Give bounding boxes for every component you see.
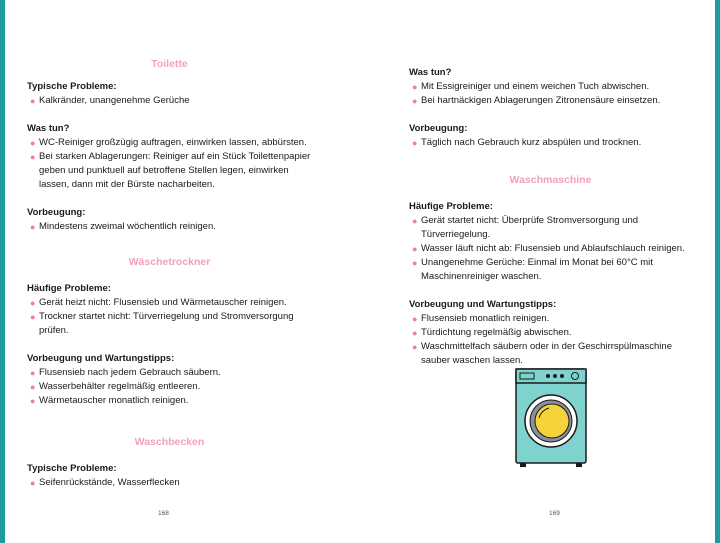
right-page (409, 66, 692, 368)
waschbecken-was-tun-list (409, 80, 692, 108)
list-item: ● Trockner startet nicht: Türverriegelung und Stromversorgung prüfen. (30, 311, 294, 336)
list-item: ● Unangenehme Gerüche: Einmal im Monat bei 60°C mit Maschinenreiniger waschen. (412, 257, 653, 282)
page-number-left: 168 (158, 510, 169, 517)
bullet-icon: ● (30, 222, 36, 232)
bullet-icon: ● (30, 298, 36, 308)
bullet-icon: ● (412, 314, 418, 324)
list-item: ● WC-Reiniger großzügig auftragen, einwirken lassen, abbürsten. (30, 137, 307, 148)
toilette-was-tun-heading: Was tun? (27, 123, 70, 134)
waschmaschine-probleme-heading: Häufige Probleme: (409, 201, 493, 212)
list-item: ● Gerät heizt nicht: Flusensieb und Wärmetauscher reinigen. (30, 297, 287, 308)
section-title-waeschetrockner: Wäschetrockner (128, 256, 211, 268)
washing-machine-icon (515, 368, 587, 468)
bullet-icon: ● (30, 478, 36, 488)
bullet-icon: ● (30, 312, 36, 322)
bullet-icon: ● (412, 138, 418, 148)
list-item: ● Bei starken Ablagerungen: Reiniger auf ein Stück Toilettenpapier geben und punktuell auf betroffene Stellen legen, einwirken lassen, dann mit der Bürste nacharbeiten. (30, 151, 311, 190)
toilette-probleme-list (27, 94, 312, 108)
bullet-icon: ● (412, 216, 418, 226)
bullet-icon: ● (412, 82, 418, 92)
bullet-icon: ● (412, 328, 418, 338)
list-item: ● Türdichtung regelmäßig abwischen. (412, 327, 572, 338)
list-item: ● Kalkränder, unangenehme Gerüche (30, 95, 190, 106)
bullet-icon: ● (412, 96, 418, 106)
toilette-was-tun-list (27, 136, 312, 192)
bullet-icon: ● (412, 244, 418, 254)
list-item: ● Täglich nach Gebrauch kurz abspülen und trocknen. (412, 137, 642, 148)
toilette-vorbeugung-heading: Vorbeugung: (27, 207, 86, 218)
waschbecken-probleme-list (27, 476, 312, 490)
trockner-probleme-list (27, 296, 312, 338)
bullet-icon: ● (412, 258, 418, 268)
section-title-waschmaschine: Waschmaschine (509, 174, 592, 186)
trockner-vorbeugung-heading: Vorbeugung und Wartungstipps: (27, 353, 175, 364)
bullet-icon: ● (30, 396, 36, 406)
toilette-probleme-heading: Typische Probleme: (27, 81, 117, 92)
page-edge-right (715, 0, 720, 543)
bullet-icon: ● (30, 382, 36, 392)
bullet-icon: ● (412, 342, 418, 352)
list-item: ● Wasser läuft nicht ab: Flusensieb und Ablaufschlauch reinigen. (412, 243, 685, 254)
section-title-waschbecken: Waschbecken (134, 436, 205, 448)
list-item: ● Flusensieb nach jedem Gebrauch säubern. (30, 367, 221, 378)
waschbecken-vorbeugung-heading: Vorbeugung: (409, 123, 468, 134)
list-item: ● Waschmittelfach säubern oder in der Geschirrspülmaschine sauber waschen lassen. (412, 341, 672, 366)
list-item: ● Mit Essigreiniger und einem weichen Tuch abwischen. (412, 81, 650, 92)
trockner-vorbeugung-list (27, 366, 312, 408)
list-item: ● Bei hartnäckigen Ablagerungen Zitronensäure einsetzen. (412, 95, 661, 106)
left-page (27, 58, 312, 490)
waschbecken-vorbeugung-list (409, 136, 692, 150)
waschmaschine-probleme-list (409, 214, 692, 284)
toilette-vorbeugung-list (27, 220, 312, 234)
trockner-probleme-heading: Häufige Probleme: (27, 283, 111, 294)
list-item: ● Mindestens zweimal wöchentlich reinigen. (30, 221, 216, 232)
list-item: ● Wärmetauscher monatlich reinigen. (30, 395, 189, 406)
bullet-icon: ● (30, 368, 36, 378)
bullet-icon: ● (30, 152, 36, 162)
bullet-icon: ● (30, 138, 36, 148)
page-number-right: 169 (549, 510, 560, 517)
list-item: ● Seifenrückstände, Wasserflecken (30, 477, 180, 488)
bullet-icon: ● (30, 96, 36, 106)
page-edge-left (0, 0, 5, 543)
waschmaschine-vorbeugung-heading: Vorbeugung und Wartungstipps: (409, 299, 557, 310)
list-item: ● Wasserbehälter regelmäßig entleeren. (30, 381, 201, 392)
waschbecken-probleme-heading: Typische Probleme: (27, 463, 117, 474)
section-title-toilette: Toilette (151, 58, 188, 70)
list-item: ● Flusensieb monatlich reinigen. (412, 313, 550, 324)
waschbecken-was-tun-heading: Was tun? (409, 67, 452, 78)
list-item: ● Gerät startet nicht: Überprüfe Stromversorgung und Türverriegelung. (412, 215, 639, 240)
waschmaschine-vorbeugung-list (409, 312, 692, 368)
